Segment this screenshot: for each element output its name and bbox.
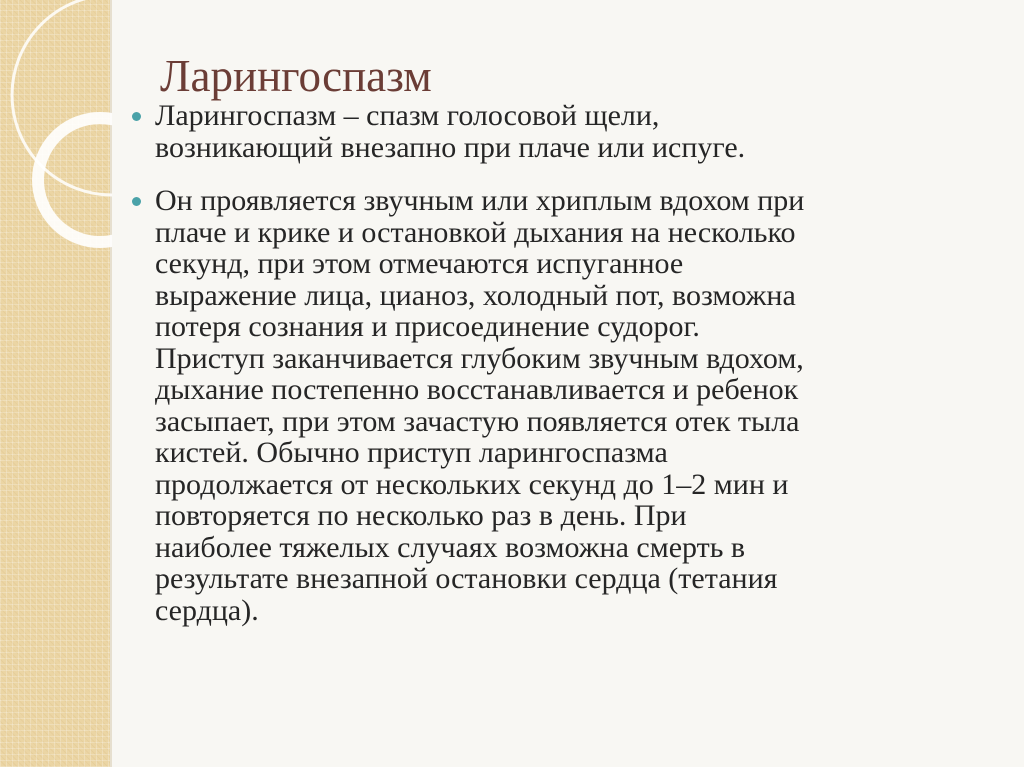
bullet-list: [128, 100, 998, 648]
bullet-text-line: засыпает, при этом зачастую появляется отек тыла: [155, 404, 800, 438]
bullet-text-line: кистей. Обычно приступ ларингоспазма: [155, 436, 668, 469]
bullet-text-line: возникающий внезапно при плаче или испуге.: [155, 130, 746, 164]
slide-title: Ларингоспазм: [160, 51, 432, 101]
bullet-text-line: потеря сознания и присоединение судорог.: [155, 310, 700, 343]
bullet-text-line: дыхание постепенно восстанавливается и ребенок: [155, 373, 799, 406]
decorative-circles: [0, 0, 112, 767]
bullet-item: [128, 185, 998, 626]
bullet-text-line: Он проявляется звучным или хриплым вдохом при: [155, 184, 805, 217]
bullet-dot-icon: [132, 112, 141, 121]
bullet-text-line: плаче и крике и остановкой дыхания на несколько: [155, 215, 796, 249]
bullet-text-line: результате внезапной остановки сердца (тетания: [155, 562, 778, 595]
bullet-text-line: секунд, при этом отмечаются испуганное: [155, 247, 684, 280]
bullet-item: [128, 100, 998, 163]
decorative-ring-large: [12, 0, 112, 195]
bullet-text-line: повторяется по несколько раз в день. При: [155, 499, 687, 532]
bullet-text-line: продолжается от нескольких секунд до 1–2 мин и: [155, 467, 789, 501]
bullet-text-line: сердца).: [155, 593, 259, 627]
bullet-text-line: выражение лица, цианоз, холодный пот, возможна: [155, 278, 796, 312]
bullet-text-line: Приступ заканчивается глубоким звучным вдохом,: [155, 341, 804, 375]
bullet-text-line: наиболее тяжелых случаях возможна смерть в: [155, 530, 746, 564]
bullet-dot-icon: [132, 197, 141, 206]
decorative-ring-small: [38, 118, 112, 242]
bullet-text-line: Ларингоспазм – спазм голосовой щели,: [155, 99, 660, 132]
